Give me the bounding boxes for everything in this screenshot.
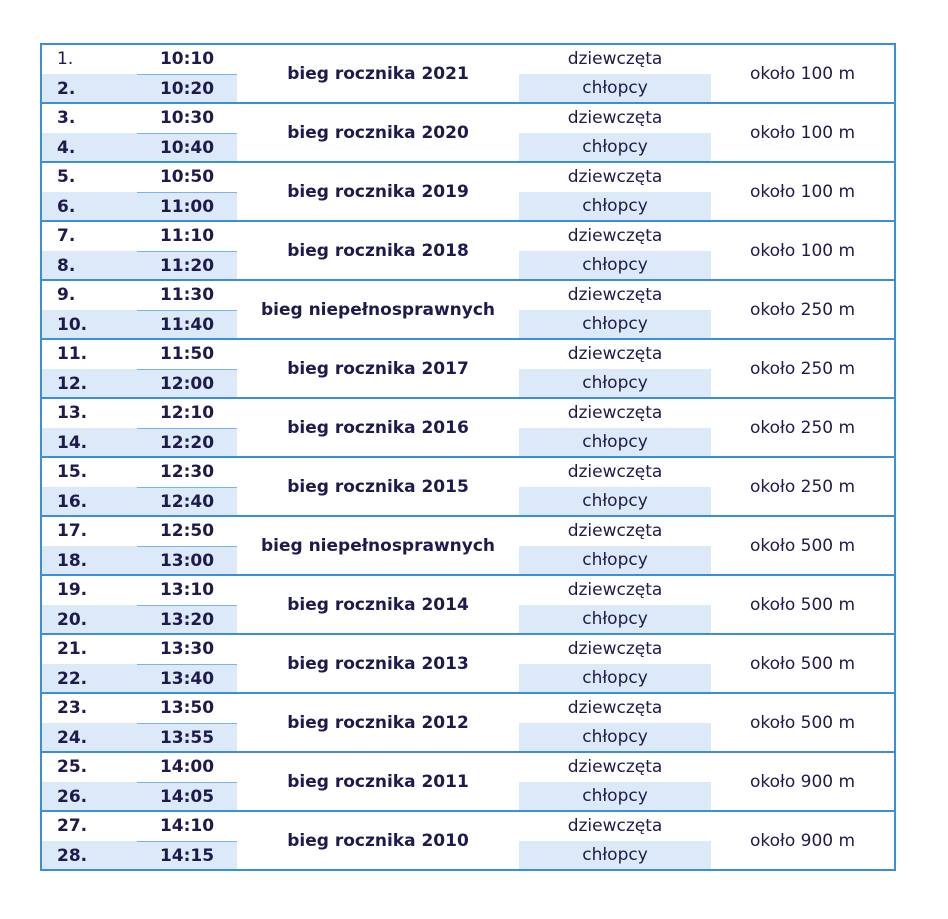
gender-boys: chłopcy (519, 251, 711, 280)
race-number: 19. (57, 580, 88, 600)
race-number: 10. (57, 315, 88, 335)
race-time: 12:50 (159, 521, 215, 541)
race-distance: około 250 m (749, 299, 856, 320)
race-distance: około 100 m (749, 240, 856, 261)
time-divider (137, 841, 237, 842)
race-distance: około 500 m (749, 712, 856, 733)
race-number: 8. (57, 256, 76, 276)
race-time: 11:40 (159, 315, 215, 335)
race-block (42, 810, 894, 869)
race-time: 13:00 (159, 551, 215, 571)
gender-boys: chłopcy (519, 487, 711, 516)
race-number: 18. (57, 551, 88, 571)
gender-girls: dziewczęta (519, 753, 711, 783)
race-distance: około 250 m (749, 417, 856, 438)
race-block (42, 45, 894, 102)
race-name: bieg rocznika 2017 (287, 358, 469, 379)
race-name: bieg rocznika 2013 (287, 653, 469, 674)
gender-boys: chłopcy (519, 841, 711, 870)
time-divider (137, 428, 237, 429)
race-name: bieg rocznika 2015 (287, 476, 469, 497)
race-number: 6. (57, 197, 76, 217)
gender-girls: dziewczęta (519, 163, 711, 193)
race-number: 11. (57, 344, 88, 364)
race-number: 26. (57, 787, 88, 807)
race-time: 12:10 (159, 403, 215, 423)
race-number: 24. (57, 728, 88, 748)
race-block (42, 220, 894, 279)
race-time: 10:40 (159, 138, 215, 158)
gender-boys: chłopcy (519, 428, 711, 457)
race-distance: około 250 m (749, 358, 856, 379)
time-divider (137, 251, 237, 252)
race-time: 11:30 (159, 285, 215, 305)
race-number: 22. (57, 669, 88, 689)
gender-girls: dziewczęta (519, 458, 711, 488)
gender-boys: chłopcy (519, 369, 711, 398)
race-number: 5. (57, 167, 76, 187)
race-number: 23. (57, 698, 88, 718)
gender-girls: dziewczęta (519, 281, 711, 311)
gender-girls: dziewczęta (519, 399, 711, 429)
time-divider (137, 192, 237, 193)
race-block (42, 397, 894, 456)
race-name: bieg rocznika 2011 (287, 771, 469, 792)
gender-boys: chłopcy (519, 192, 711, 221)
time-divider (137, 369, 237, 370)
time-divider (137, 723, 237, 724)
gender-boys: chłopcy (519, 310, 711, 339)
race-time: 13:40 (159, 669, 215, 689)
race-time: 14:10 (159, 816, 215, 836)
gender-girls: dziewczęta (519, 812, 711, 842)
race-block (42, 161, 894, 220)
time-divider (137, 782, 237, 783)
race-name: bieg rocznika 2010 (287, 830, 469, 851)
race-number: 20. (57, 610, 88, 630)
time-divider (137, 310, 237, 311)
race-name: bieg rocznika 2018 (287, 240, 469, 261)
gender-girls: dziewczęta (519, 517, 711, 547)
time-divider (137, 487, 237, 488)
gender-boys: chłopcy (519, 782, 711, 811)
race-name: bieg rocznika 2016 (287, 417, 469, 438)
race-name: bieg rocznika 2020 (287, 122, 469, 143)
gender-boys: chłopcy (519, 723, 711, 752)
time-divider (137, 546, 237, 547)
race-time: 13:55 (159, 728, 215, 748)
race-name: bieg rocznika 2021 (287, 63, 469, 84)
race-time: 10:30 (159, 108, 215, 128)
race-time: 11:10 (159, 226, 215, 246)
time-divider (137, 605, 237, 606)
race-time: 11:00 (159, 197, 215, 217)
gender-boys: chłopcy (519, 664, 711, 693)
race-number: 7. (57, 226, 76, 246)
race-time: 12:40 (159, 492, 215, 512)
race-number: 9. (57, 285, 76, 305)
race-time: 14:15 (159, 846, 215, 866)
race-time: 12:00 (159, 374, 215, 394)
race-time: 12:30 (159, 462, 215, 482)
gender-girls: dziewczęta (519, 222, 711, 252)
race-distance: około 900 m (749, 830, 856, 851)
race-number: 13. (57, 403, 88, 423)
time-divider (137, 664, 237, 665)
race-distance: około 100 m (749, 122, 856, 143)
race-time: 13:30 (159, 639, 215, 659)
race-name: bieg rocznika 2019 (287, 181, 469, 202)
race-block (42, 692, 894, 751)
race-time: 13:10 (159, 580, 215, 600)
race-number: 28. (57, 846, 88, 866)
race-number: 17. (57, 521, 88, 541)
race-time: 14:00 (159, 757, 215, 777)
race-distance: około 900 m (749, 771, 856, 792)
gender-girls: dziewczęta (519, 635, 711, 665)
race-number: 12. (57, 374, 88, 394)
gender-girls: dziewczęta (519, 576, 711, 606)
race-distance: około 100 m (749, 63, 856, 84)
race-distance: około 500 m (749, 535, 856, 556)
race-distance: około 500 m (749, 653, 856, 674)
race-time: 10:10 (159, 49, 215, 69)
race-block (42, 751, 894, 810)
race-time: 11:20 (159, 256, 215, 276)
race-name: bieg niepełnosprawnych (260, 535, 496, 556)
race-block (42, 633, 894, 692)
race-time: 12:20 (159, 433, 215, 453)
race-number: 21. (57, 639, 88, 659)
race-number: 1. (57, 49, 74, 69)
race-number: 16. (57, 492, 88, 512)
gender-boys: chłopcy (519, 133, 711, 162)
race-name: bieg rocznika 2014 (287, 594, 469, 615)
race-name: bieg niepełnosprawnych (260, 299, 496, 320)
time-divider (137, 74, 237, 75)
race-distance: około 100 m (749, 181, 856, 202)
race-time: 11:50 (159, 344, 215, 364)
race-time: 13:50 (159, 698, 215, 718)
time-divider (137, 133, 237, 134)
race-block (42, 102, 894, 161)
race-time: 14:05 (159, 787, 215, 807)
gender-boys: chłopcy (519, 546, 711, 575)
race-distance: około 250 m (749, 476, 856, 497)
gender-boys: chłopcy (519, 605, 711, 634)
race-number: 27. (57, 816, 88, 836)
gender-girls: dziewczęta (519, 340, 711, 370)
race-block (42, 574, 894, 633)
gender-girls: dziewczęta (519, 45, 711, 75)
gender-girls: dziewczęta (519, 104, 711, 134)
race-number: 2. (57, 79, 76, 99)
race-block (42, 279, 894, 338)
race-number: 25. (57, 757, 88, 777)
race-name: bieg rocznika 2012 (287, 712, 469, 733)
race-schedule-table (40, 43, 896, 871)
race-time: 13:20 (159, 610, 215, 630)
race-time: 10:50 (159, 167, 215, 187)
race-block (42, 338, 894, 397)
gender-boys: chłopcy (519, 74, 711, 103)
race-time: 10:20 (159, 79, 215, 99)
race-block (42, 456, 894, 515)
race-distance: około 500 m (749, 594, 856, 615)
race-block (42, 515, 894, 574)
race-number: 15. (57, 462, 88, 482)
gender-girls: dziewczęta (519, 694, 711, 724)
race-number: 3. (57, 108, 76, 128)
race-number: 4. (57, 138, 76, 158)
race-number: 14. (57, 433, 88, 453)
